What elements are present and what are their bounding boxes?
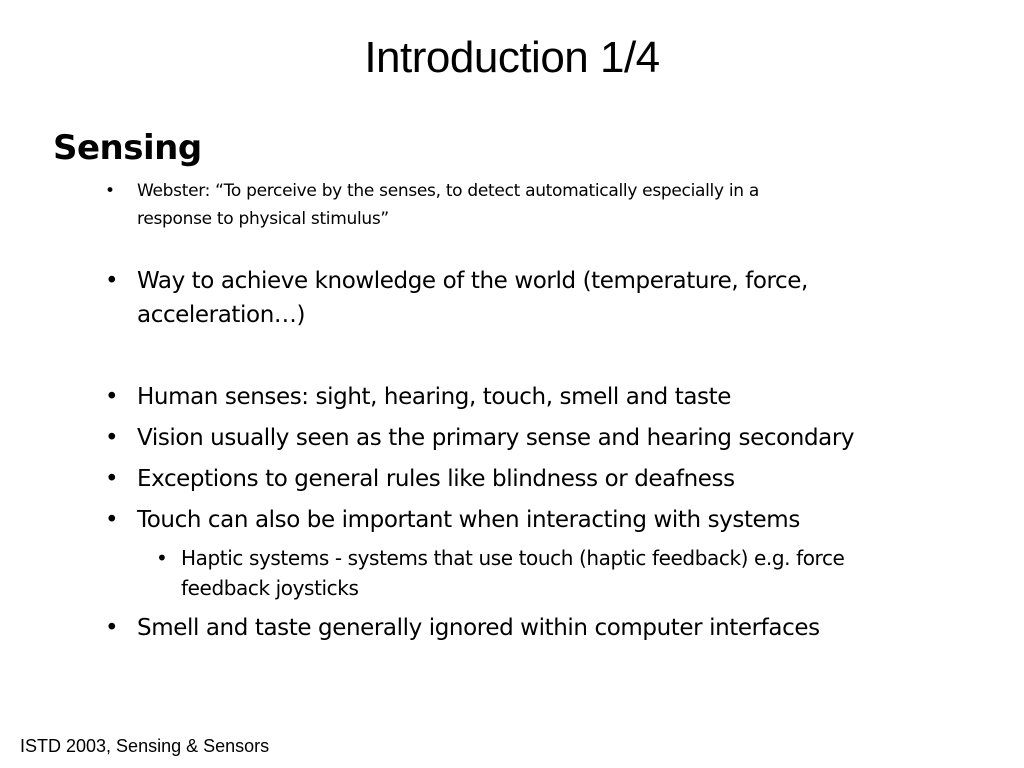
bullet-marker: • [105, 615, 119, 641]
bullet-line: Touch can also be important when interacting with systems [137, 507, 800, 533]
bullet-line: response to physical stimulus” [137, 209, 389, 229]
bullet-line: Smell and taste generally ignored within computer interfaces [137, 615, 820, 641]
bullet-marker: • [105, 384, 119, 410]
slide-footer: ISTD 2003, Sensing & Sensors [20, 736, 270, 756]
slide-title: Introduction 1/4 [364, 33, 660, 82]
section-heading: Sensing [53, 128, 202, 168]
bullet-marker: • [105, 507, 119, 533]
bullet-line: Exceptions to general rules like blindness or deafness [137, 466, 735, 492]
bullet-marker: • [105, 268, 119, 294]
bullet-line: Way to achieve knowledge of the world (temperature, force, [137, 268, 808, 294]
bullet-marker: • [105, 466, 119, 492]
bullet-line: Vision usually seen as the primary sense and hearing secondary [137, 425, 855, 451]
bullet-marker: • [105, 181, 115, 201]
bullet-line: acceleration…) [137, 302, 306, 328]
bullet-line: Haptic systems - systems that use touch (haptic feedback) e.g. force [181, 546, 845, 570]
bullet-marker: • [156, 546, 168, 570]
bullet-line: feedback joysticks [181, 576, 359, 600]
bullet-marker: • [105, 425, 119, 451]
bullet-line: Webster: “To perceive by the senses, to detect automatically especially in a [137, 181, 759, 201]
bullet-line: Human senses: sight, hearing, touch, smell and taste [137, 384, 731, 410]
